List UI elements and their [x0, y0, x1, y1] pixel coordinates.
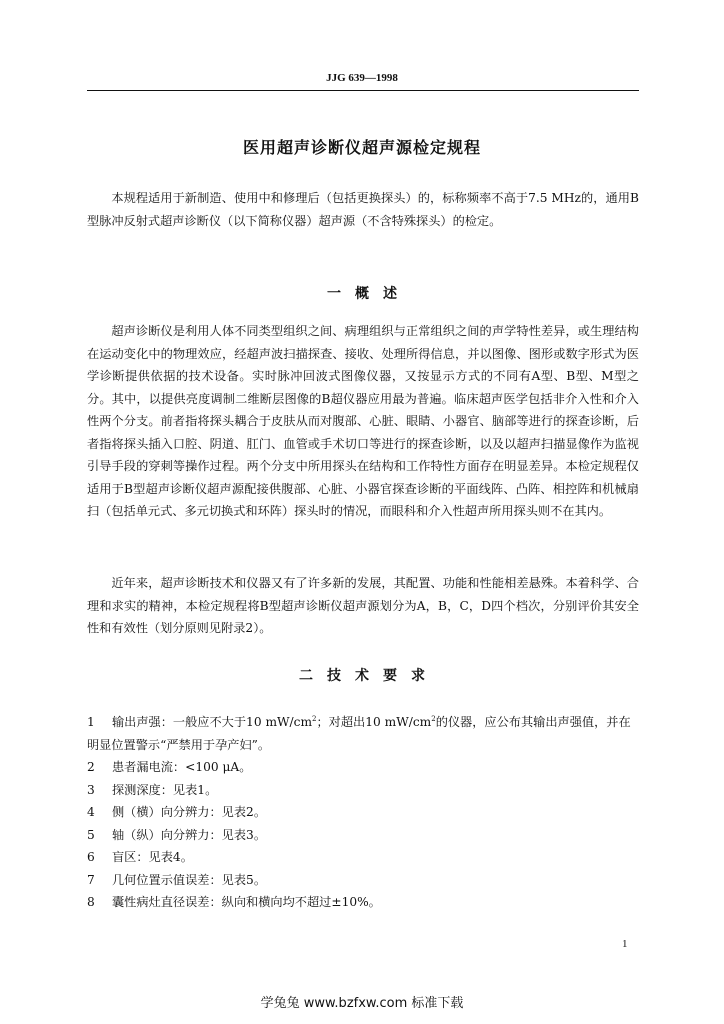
intro-paragraph: 本规程适用于新制造、使用中和修理后（包括更换探头）的，标称频率不高于7.5 MHz的，通用B型脉冲反射式超声诊断仪（以下简称仪器）超声源（不含特殊探头）的检定。: [87, 191, 639, 228]
item-number: 8: [87, 895, 95, 909]
requirement-item-2: [87, 756, 639, 779]
item-number: 6: [87, 850, 95, 864]
item-number: 5: [87, 827, 95, 842]
section-heading-requirements: 二 技 术 要 求: [299, 668, 425, 684]
requirement-item-3: [87, 779, 639, 802]
page-number: 1: [622, 938, 628, 950]
item-number: 7: [87, 872, 95, 887]
requirement-item-5: [87, 824, 639, 847]
superscript: 2: [312, 714, 317, 723]
requirement-item-6: [87, 846, 639, 869]
item-text: 囊性病灶直径误差：纵向和横向均不超过±10%。: [112, 895, 381, 909]
item-text: ；对超出10 mW/cm: [316, 715, 432, 729]
overview-paragraph-2: 近年来，超声诊断技术和仪器又有了许多新的发展，其配置、功能和性能相差悬殊。本着科学、合理和求实的精神，本检定规程将B型超声诊断仪超声源划分为A，B，C，D四个档次，分别评价其安全性和有效性（划分原则见附录2）。: [87, 576, 639, 635]
item-text: 侧（横）向分辨力：见表2。: [112, 805, 267, 819]
requirement-item-8: [87, 891, 639, 914]
item-text: 患者漏电流：<100 μA。: [112, 760, 252, 774]
item-text: 轴（纵）向分辨力：见表3。: [112, 827, 267, 842]
superscript: 2: [431, 714, 436, 723]
requirement-item-7: [87, 869, 639, 892]
item-text: 探测深度：见表1。: [112, 782, 218, 797]
header-rule: [87, 90, 639, 91]
item-number: 3: [87, 782, 95, 797]
item-text: 盲区：见表4。: [112, 850, 193, 864]
item-number: 1: [87, 715, 95, 729]
page-title: 医用超声诊断仪超声源检定规程: [242, 138, 481, 157]
footer-watermark: 学兔兔 www.bzfxw.com 标准下载: [260, 996, 464, 1011]
document-code: JJG 639—1998: [326, 72, 398, 84]
overview-paragraph-1: 超声诊断仪是利用人体不同类型组织之间、病理组织与正常组织之间的声学特性差异，或生理结构在运动变化中的物理效应，经超声波扫描探查、接收、处理所得信息，并以图像、图形或数字形式为医学诊断提供依据的技术设备。实时脉冲回波式图像仪器，又按显示方式的不同有A型、B型、M型之分。其中，以提供亮度调制二维断层图像的B超仪器应用最为普遍。临床超声医学包括非介入性和介入性两个分支。前者指将探头耦合于皮肤从而对腹部、心脏、眼睛、小器官、脑部等进行的探查诊断，后者指将探头插入口腔、阴道、肛门、血管或手术切口等进行的探查诊断，以及以超声扫描显像作为监视引导手段的穿刺等操作过程。两个分支中所用探头在结构和工作特性方面存在明显差异。本检定规程仅适用于B型超声诊断仪超声源配接供腹部、心脏、小器官探查诊断的平面线阵、凸阵、相控阵和机械扇扫（包括单元式、多元切换式和环阵）探头时的情况，而眼科和介入性超声所用探头则不在其内。: [87, 324, 639, 518]
section-heading-overview: 一 概 述: [327, 286, 397, 302]
item-text: 输出声强：一般应不大于10 mW/cm: [112, 715, 313, 729]
requirement-item-4: [87, 801, 639, 824]
item-number: 2: [87, 760, 95, 774]
item-text: 的仪器，应公布其输出声强值，并在明显位置警示“严禁用于孕产妇”。: [87, 715, 631, 752]
item-number: 4: [87, 805, 95, 819]
item-text: 几何位置示值误差：见表5。: [112, 872, 267, 887]
requirement-item-1: [87, 711, 639, 756]
